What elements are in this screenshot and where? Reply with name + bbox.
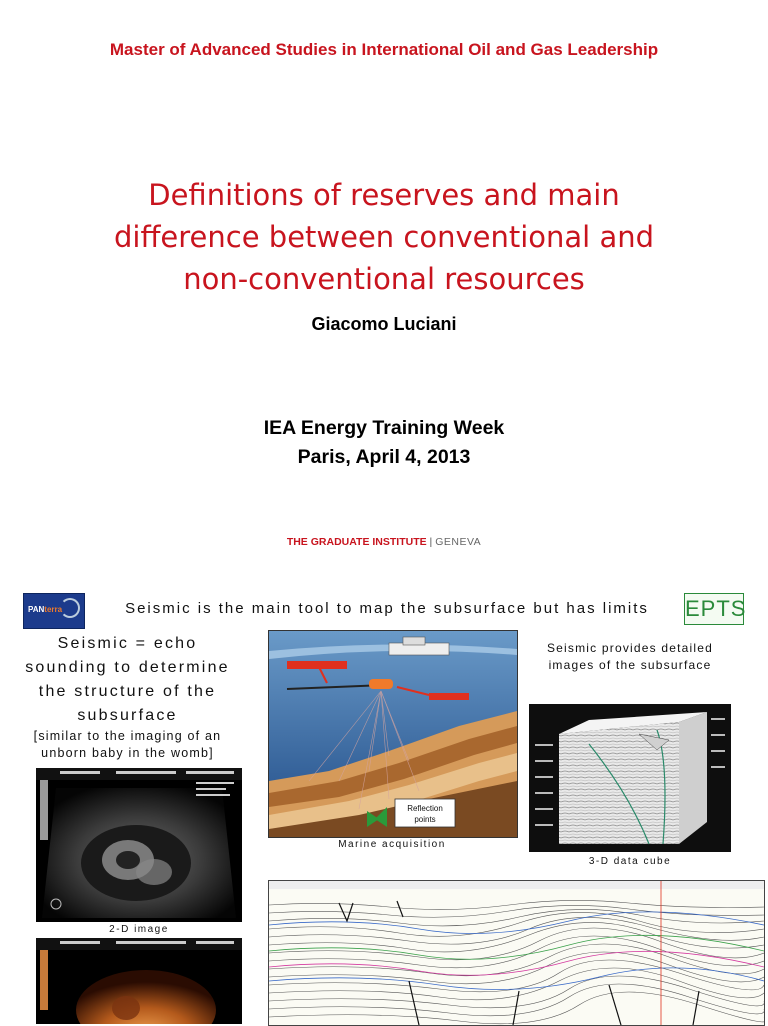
logo-suffix: terra xyxy=(44,605,63,614)
cube-desc-line: Seismic provides detailed xyxy=(546,641,714,655)
event-name: IEA Energy Training Week xyxy=(263,417,505,439)
logo-prefix: PAN xyxy=(28,605,45,614)
institute-separator: | xyxy=(429,536,433,548)
points-label: points xyxy=(414,815,436,824)
desc-line: the structure of the xyxy=(38,683,217,700)
note-line: unborn baby in the womb] xyxy=(41,746,214,760)
seismic-data-cube-image xyxy=(529,704,731,852)
caption-data-cube: 3-D data cube xyxy=(588,856,672,867)
marine-acquisition-illustration xyxy=(268,630,518,838)
ultrasound-3d-image xyxy=(36,938,242,1024)
seismic-note xyxy=(10,728,245,762)
institute-logo xyxy=(0,536,768,548)
author-name: Giacomo Luciani xyxy=(311,314,457,334)
seismic-profile-image xyxy=(268,880,765,1026)
caption-marine-acquisition: Marine acquisition xyxy=(338,839,446,850)
title-line: difference between conventional and xyxy=(113,220,655,254)
title-line: Definitions of reserves and main xyxy=(148,178,620,212)
panterra-logo xyxy=(23,593,85,629)
cube-desc-line: images of the subsurface xyxy=(548,658,712,672)
caption-2d-image: 2-D image xyxy=(109,924,169,935)
event-date: Paris, April 4, 2013 xyxy=(297,446,471,468)
desc-line: subsurface xyxy=(77,707,178,724)
logo-swirl-icon xyxy=(60,598,80,618)
event-info xyxy=(0,414,768,472)
cube-description xyxy=(530,640,730,674)
program-name: Master of Advanced Studies in International Oil and Gas Leadership xyxy=(109,40,659,59)
slide-title xyxy=(60,174,708,300)
seismic-description xyxy=(10,632,245,728)
epts-logo: EPTS xyxy=(684,593,744,625)
seismic-slide xyxy=(0,578,768,1024)
title-line: non-conventional resources xyxy=(183,262,585,296)
reflection-label: Reflection xyxy=(407,804,443,813)
institute-city: GENEVA xyxy=(435,536,482,548)
institute-name: THE GRADUATE INSTITUTE xyxy=(286,536,427,548)
note-line: [similar to the imaging of an xyxy=(33,729,222,743)
ultrasound-2d-image xyxy=(36,768,242,922)
slide2-title: Seismic is the main tool to map the subsurface but has limits xyxy=(125,600,649,617)
desc-line: Seismic = echo xyxy=(57,635,198,652)
desc-line: sounding to determine xyxy=(25,659,230,676)
